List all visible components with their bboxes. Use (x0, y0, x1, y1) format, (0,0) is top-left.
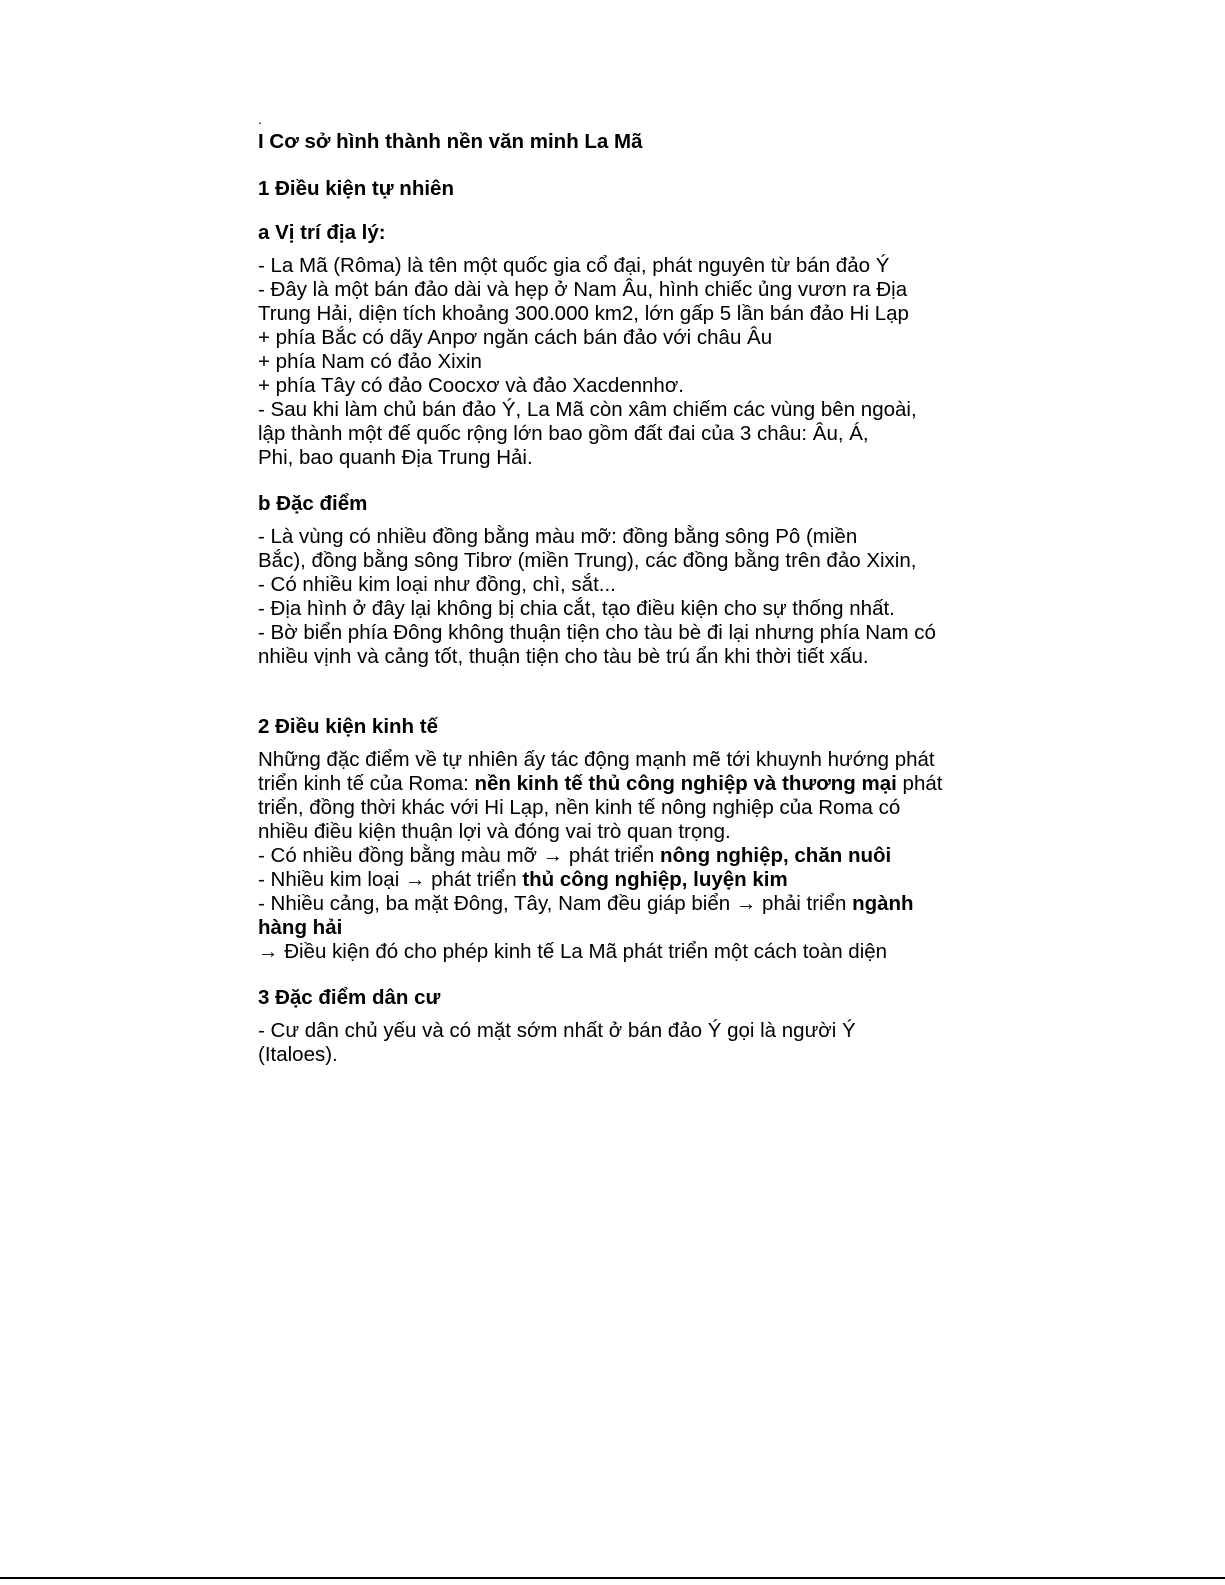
paragraph-line: - Đây là một bán đảo dài và hẹp ở Nam Âu, hình chiếc ủng vươn ra Địa (258, 278, 908, 301)
paragraph-line (258, 892, 968, 916)
bold-text-run: ngành (852, 892, 914, 915)
section-2-body (258, 748, 968, 964)
section-2-title: 2 Điều kiện kinh tế (258, 715, 438, 738)
paragraph-line: Bắc), đồng bằng sông Tibrơ (miền Trung), các đồng bằng trên đảo Xixin, (258, 549, 917, 572)
text-run: phát (896, 772, 943, 795)
text-run: - Nhiều cảng, ba mặt Đông, Tây, Nam đều giáp biển → phải triển (258, 892, 853, 915)
paragraph-line: Trung Hải, diện tích khoảng 300.000 km2, lớn gấp 5 lần bán đảo Hi Lạp (258, 302, 909, 325)
paragraph-line: + phía Bắc có dãy Anpơ ngăn cách bán đảo với châu Âu (258, 326, 773, 349)
paragraph-line: - Cư dân chủ yếu và có mặt sớm nhất ở bán đảo Ý gọi là người Ý (258, 1019, 856, 1042)
paragraph-line (258, 916, 968, 940)
paragraph-line: + phía Tây có đảo Coocxơ và đảo Xacdennhơ. (258, 374, 684, 397)
paragraph-line: - Có nhiều kim loại như đồng, chì, sắt... (258, 573, 616, 596)
text-run: triển kinh tế của Roma: (258, 772, 475, 795)
paragraph-line: lập thành một đế quốc rộng lớn bao gồm đất đai của 3 châu: Âu, Á, (258, 422, 869, 445)
section-3-title: 3 Đặc điểm dân cư (258, 986, 441, 1009)
section-title-foundation: I Cơ sở hình thành nền văn minh La Mã (258, 130, 643, 153)
paragraph-line (258, 868, 968, 892)
paragraph-line: → Điều kiện đó cho phép kinh tế La Mã phát triển một cách toàn diện (258, 940, 888, 963)
paragraph-line: triển, đồng thời khác với Hi Lạp, nền kinh tế nông nghiệp của Roma có (258, 796, 901, 819)
section-1-title: 1 Điều kiện tự nhiên (258, 177, 454, 200)
subsection-b-title: b Đặc điểm (258, 492, 368, 515)
paragraph-line: nhiều vịnh và cảng tốt, thuận tiện cho tàu bè trú ẩn khi thời tiết xấu. (258, 645, 869, 668)
bold-text-run: nông nghiệp, chăn nuôi (660, 844, 892, 867)
paragraph-line: - Là vùng có nhiều đồng bằng màu mỡ: đồng bằng sông Pô (miền (258, 525, 858, 548)
paragraph-line: + phía Nam có đảo Xixin (258, 350, 482, 373)
subsection-a-body (258, 254, 968, 470)
paragraph-line: - La Mã (Rôma) là tên một quốc gia cổ đại, phát nguyên từ bán đảo Ý (258, 254, 890, 277)
subsection-b-body (258, 525, 968, 669)
bold-text-run: nền kinh tế thủ công nghiệp và thương mại (474, 772, 897, 795)
page-bottom-border (0, 1577, 1225, 1579)
paragraph-line: - Bờ biển phía Đông không thuận tiện cho tàu bè đi lại nhưng phía Nam có (258, 621, 936, 644)
text-run: - Có nhiều đồng bằng màu mỡ → phát triển (258, 844, 661, 867)
paragraph-line: Những đặc điểm về tự nhiên ấy tác động mạnh mẽ tới khuynh hướng phát (258, 748, 935, 771)
paragraph-line (258, 844, 968, 868)
paragraph-line (258, 772, 968, 796)
section-3-body (258, 1019, 968, 1067)
paragraph-line: Phi, bao quanh Địa Trung Hải. (258, 446, 533, 469)
text-run: - Nhiều kim loại → phát triển (258, 868, 523, 891)
paragraph-line: (Italoes). (258, 1043, 338, 1066)
subsection-a-title: a Vị trí địa lý: (258, 221, 386, 244)
bold-text-run: hàng hải (258, 916, 343, 939)
bold-text-run: thủ công nghiệp, luyện kim (522, 868, 788, 891)
paragraph-line: - Địa hình ở đây lại không bị chia cắt, tạo điều kiện cho sự thống nhất. (258, 597, 895, 620)
document-page (258, 108, 968, 1067)
leading-mark: . (258, 111, 262, 127)
paragraph-line: - Sau khi làm chủ bán đảo Ý, La Mã còn xâm chiếm các vùng bên ngoài, (258, 398, 917, 421)
paragraph-line: nhiều điều kiện thuận lợi và đóng vai trò quan trọng. (258, 820, 731, 843)
